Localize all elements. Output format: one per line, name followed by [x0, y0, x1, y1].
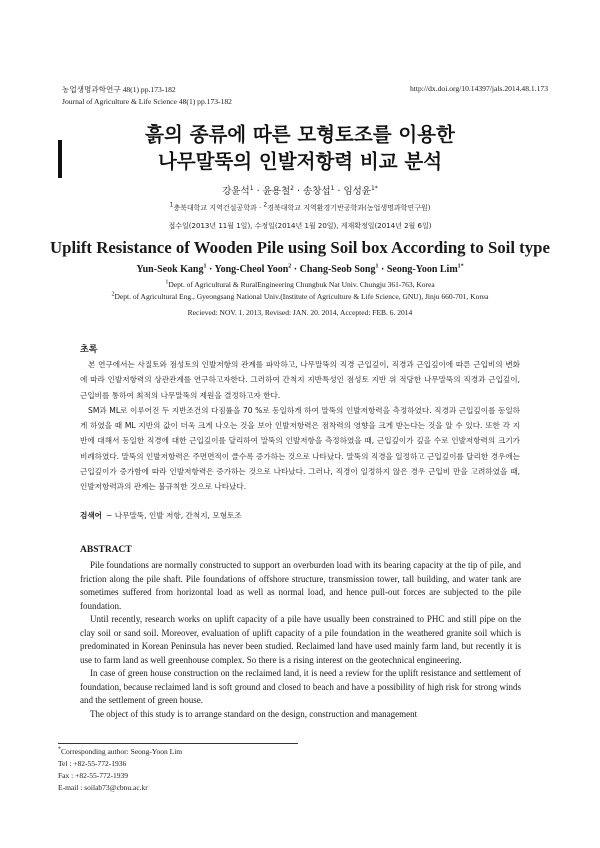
affil-sup: 2: [263, 201, 268, 209]
author: Yun-Seok Kang: [136, 264, 204, 275]
author: 임성윤: [343, 186, 371, 197]
keywords-text: − 나무말뚝, 인발 저항, 간척지, 모형토조: [106, 511, 242, 520]
author-sup: 1: [203, 263, 207, 270]
footnote-corresponding: [58, 747, 182, 756]
author-separator: ·: [293, 186, 304, 197]
korean-dates: 접수일(2013년 11월 1일), 수정일(2014년 1월 20일), 게재확정일(2014년 2월 6일): [168, 222, 432, 230]
korean-title: [0, 121, 600, 175]
english-dates: Recieved: NOV. 1. 2013, Revised: JAN. 20. 2014, Accepted: FEB. 6. 2014: [187, 308, 413, 317]
author-sup: 2: [290, 184, 294, 192]
english-title: Uplift Resistance of Wooden Pile using Soil box According to Soil type: [50, 238, 550, 257]
korean-authors: [0, 183, 600, 197]
author-separator: ·: [378, 264, 387, 275]
korean-affiliation-2: 경북대학교 지역환경기반공학과(농업생명과학연구원): [267, 204, 431, 212]
abstract-paragraph: The object of this study is to arrange standard on the design, construction and management: [90, 708, 418, 719]
korean-title-line-2: 나무말뚝의 인발저항력 비교 분석: [157, 150, 443, 173]
korean-abstract: [80, 357, 520, 495]
keywords-line: [80, 510, 242, 521]
affil-sup: 1: [165, 279, 169, 286]
affil-sup: 1: [169, 201, 174, 209]
author-separator: ·: [206, 264, 215, 275]
korean-title-line-1: 흙의 종류에 따른 모형토조를 이용한: [145, 123, 455, 146]
author-separator: ·: [253, 186, 263, 197]
abstract-paragraph: Until recently, research works on uplift capacity of a pile have usually been constrained to PHC and still pipe on the clay soil or sand soil. Moreover, evaluation of uplift capacity of a pile foundation in the weathered granite soil which is predominated in Korean Peninsula has never been studied. Reclaimed land have used mainly farm land, but recently it is use to farm land as well greenhouse complex. So there is a rising interest on the geotechnical engineering.: [80, 614, 521, 665]
abstract-paragraph: Pile foundations are normally constructed to support an overburden load with its bearing capacity at the tip of pile, and friction along the pile shaft. Pile foundations of offshore structure, transmission tower, tall building, and water tank are sometimes suffered from horizontal load as well as normal load, and hence pull-out forces are subjected to the pile foundation.: [80, 560, 521, 611]
footnote-sup: *: [58, 746, 61, 753]
author: 윤용철: [262, 186, 291, 197]
affiliation-text: Dept. of Agricultural Eng., Gyeongsang National Univ.(Institute of Agriculture & Life Science, GNU), Jinju 660-701, Korea: [114, 292, 489, 301]
affiliation-text: Dept. of Agricultural & RuralEngineering Chungbuk Nat Univ. Chungju 361-763, Korea: [168, 280, 435, 289]
english-affiliation-2: [0, 292, 600, 301]
korean-abstract-heading: 초록: [80, 345, 98, 355]
korean-affiliation: [0, 203, 600, 213]
journal-korean-citation: 농업생명과학연구 48(1) pp.173-182: [62, 85, 176, 94]
author-sup: 2: [288, 263, 292, 270]
author-sup: 1: [249, 184, 254, 192]
author: Seong-Yoon Lim: [386, 264, 458, 275]
english-abstract: [80, 559, 521, 721]
running-header: [62, 84, 548, 95]
author-sup: 1: [375, 263, 379, 270]
author-sup: 1*: [457, 263, 464, 270]
author: Chang-Seob Song: [299, 264, 376, 275]
footnote-fax: Fax : +82-55-772-1939: [58, 771, 129, 780]
author: Yong-Cheol Yoon: [214, 264, 289, 275]
author-sup: 1*: [370, 184, 378, 192]
english-authors: [0, 264, 600, 275]
journal-english-citation: Journal of Agriculture & Life Science 48(1) pp.173-182: [62, 97, 232, 106]
korean-abstract-paragraph: 본 연구에서는 사질토와 점성토의 인발저항의 관계를 파악하고, 나무말뚝의 직경 근입깊이, 직경과 근입깊이에 따른 근입비의 변화에 따라 인발저항력의 상관관계를 연구하고자한다. 그러하여 간척지 지반특성인 점성토 지반 위 적당한 나무말뚝의 직경과 근입깊이, 근입비를 통하여 최적의 나무말뚝의 제원을 결정하고자 한다.: [80, 360, 520, 400]
author: 송창섭: [303, 186, 331, 197]
abstract-paragraph: In case of green house construction on the reclaimed land, it is need a review for the uplift resistance and settlement of foundation, because reclaimed land is soft ground and closed to beach and have a possibility of high risk for strong winds and the settlement of green house.: [80, 668, 521, 705]
footnote-tel: Tel : +82-55-772-1936: [58, 759, 127, 768]
author-separator: ·: [291, 264, 300, 275]
author-separator: ·: [334, 186, 344, 197]
corresponding-author: Corresponding author: Seong-Yoon Lim: [61, 747, 183, 756]
abstract-heading: ABSTRACT: [80, 545, 132, 555]
affil-sup: 2: [111, 291, 115, 298]
footnote-email[interactable]: E-mail : soilab73@cbnu.ac.kr: [58, 783, 148, 792]
footnote-divider: [58, 743, 298, 744]
korean-abstract-paragraph: SM과 ML로 이루어진 두 지반조건의 다짐률을 70 %로 동일하게 하여 말뚝의 인발저항력을 측정하였다. 직경과 근입깊이를 동일하게 하였을 때 ML 지반의 값이 더욱 크게 나오는 것을 보아 인발저항력은 점착력의 영향을 크게 받는다는 것을 알 수 있다. 또한 각 지반에 대해서 동일한 직경에 대한 근입깊이를 달리하여 말뚝의 인발저항을 측정하였을 때, 근입깊이가 깊을 수로 인발저항력의 크기가 비례하였다. 말뚝의 인발저항력은 주면면적이 클수록 증가하는 것으로 나타났다. 말뚝의 직경을 일정하고 근입깊이를 달리한 경우에는 근입깊이가 증가함에 따라 인발저항력은 증가하는 것으로 나타났다. 그러나, 직경이 일정하지 않은 경우 근입비 만을 고려하였을 때, 인발저항력과의 관계는 불규칙한 것으로 나타났다.: [80, 405, 520, 492]
doi-link[interactable]: http://dx.doi.org/10.14397/jals.2014.48.1.173: [409, 84, 548, 93]
english-affiliation-1: [0, 280, 600, 289]
keywords-label: 검색어: [80, 511, 103, 520]
author-sup: 1: [330, 184, 335, 192]
author: 강윤석: [222, 186, 250, 197]
korean-affiliation-1: 충북대학교 지역건설공학과 ·: [173, 204, 264, 212]
